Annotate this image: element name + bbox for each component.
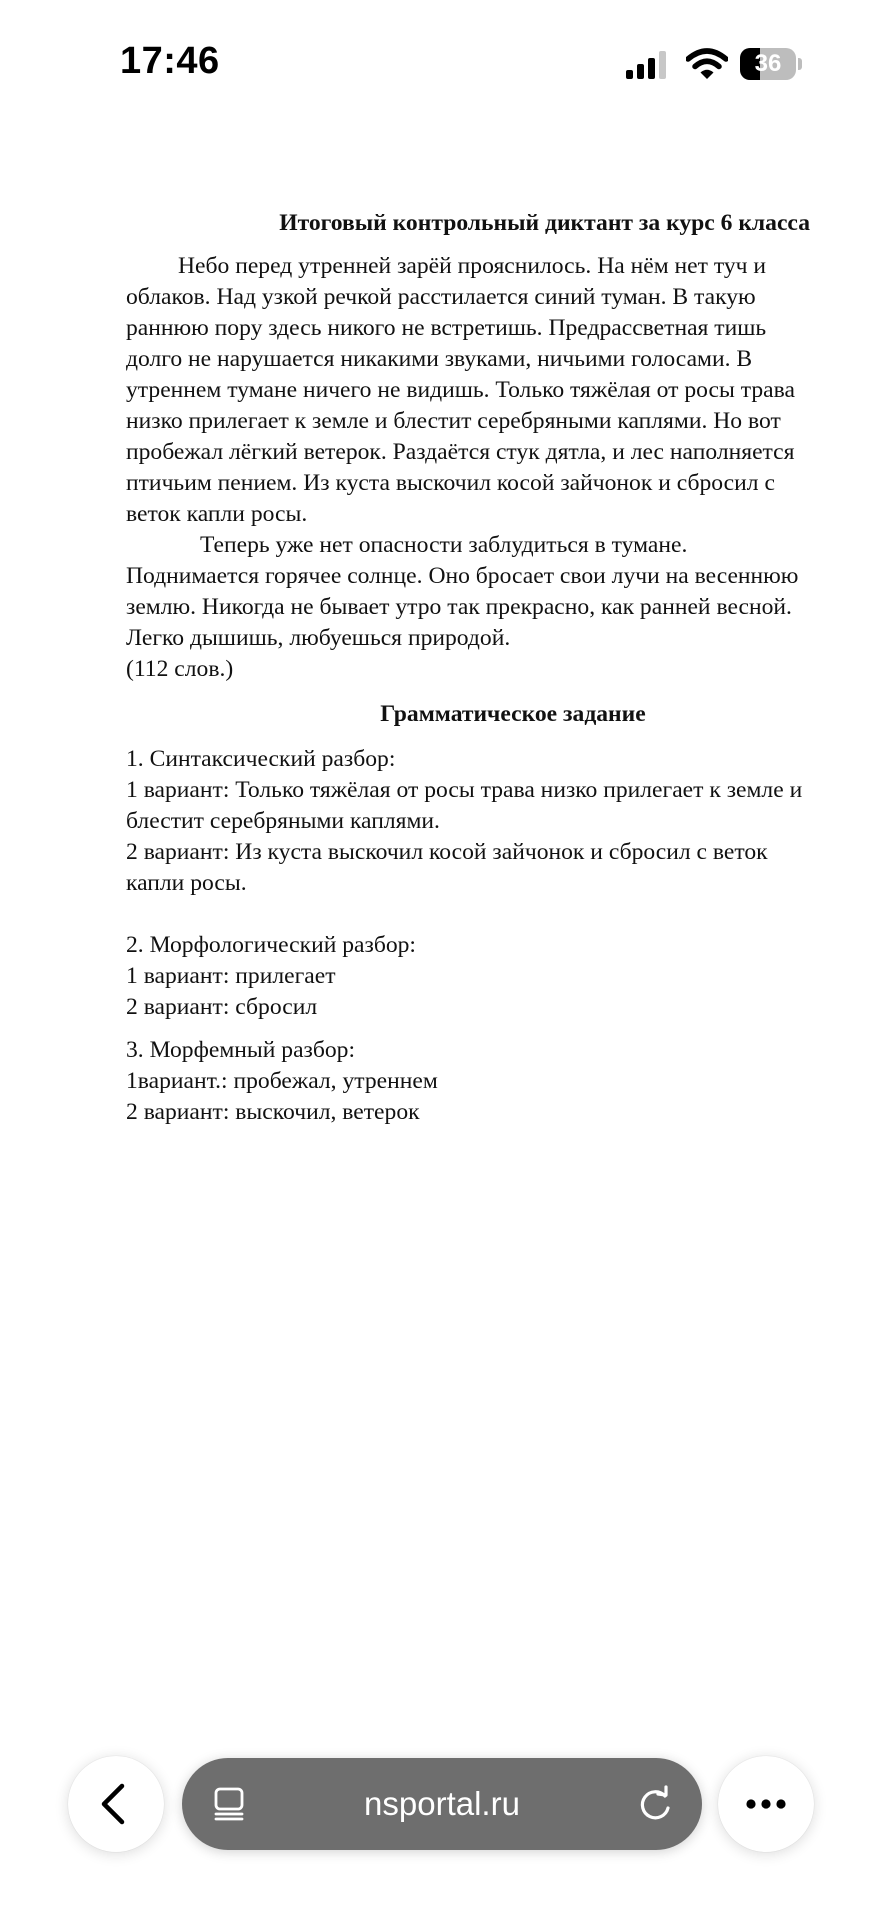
address-url[interactable]: nsportal.ru xyxy=(364,1785,520,1822)
morpheme-heading: 3. Морфемный разбор: xyxy=(126,1037,356,1063)
morpheme-variant-1: 1вариант.: пробежал, утреннем xyxy=(126,1068,438,1094)
wifi-icon xyxy=(686,48,728,80)
syntax-variant-2: 2 вариант: Из куста выскочил косой зайчонок и сбросил с веток капли росы. xyxy=(126,839,768,896)
syntax-heading: 1. Синтаксический разбор: xyxy=(126,746,396,772)
more-icon xyxy=(718,1756,814,1852)
reload-icon[interactable] xyxy=(636,1784,674,1824)
battery-icon xyxy=(740,48,804,80)
grammar-task-title: Грамматическое задание xyxy=(380,701,646,727)
syntax-variant-1: 1 вариант: Только тяжёлая от росы трава низко прилегает к земле и блестит серебряными каплями. xyxy=(126,777,803,834)
morph-variant-2: 2 вариант: сбросил xyxy=(126,994,318,1020)
document-page xyxy=(126,208,810,1128)
battery-level: 36 xyxy=(754,50,782,77)
more-button[interactable] xyxy=(718,1756,814,1852)
morph-variant-1: 1 вариант: прилегает xyxy=(126,963,336,989)
back-button[interactable] xyxy=(68,1756,164,1852)
morph-heading: 2. Морфологический разбор: xyxy=(126,932,416,958)
dictation-paragraph-2: Теперь уже нет опасности заблудиться в тумане. Поднимается горячее солнце. Оно бросает свои лучи на весеннюю землю. Никогда не бывает утро так прекрасно, как ранней весной. Легко дышишь, любуешься природой. xyxy=(126,532,799,651)
chevron-left-icon xyxy=(68,1756,164,1852)
status-time: 17:46 xyxy=(120,40,220,82)
dictation-paragraph-1: Небо перед утренней зарёй прояснилось. На нём нет туч и облаков. Над узкой речкой расстилается синий туман. В такую раннюю пору здесь никого не встретишь. Предрассветная тишь долго не нарушается никакими звуками, ничьими голосами. В утреннем тумане ничего не видишь. Только тяжёлая от росы трава низко прилегает к земле и блестит серебряными каплями. Но вот пробежал лёгкий ветерок. Раздаётся стук дятла, и лес наполняется птичьим пением. Из куста выскочил косой зайчонок и сбросил с веток капли росы. xyxy=(126,253,795,527)
document-title: Итоговый контрольный диктант за курс 6 класса xyxy=(279,210,810,236)
signal-icon xyxy=(626,51,670,79)
word-count: (112 слов.) xyxy=(126,656,234,682)
morpheme-variant-2: 2 вариант: выскочил, ветерок xyxy=(126,1099,420,1125)
address-bar[interactable] xyxy=(182,1758,702,1850)
